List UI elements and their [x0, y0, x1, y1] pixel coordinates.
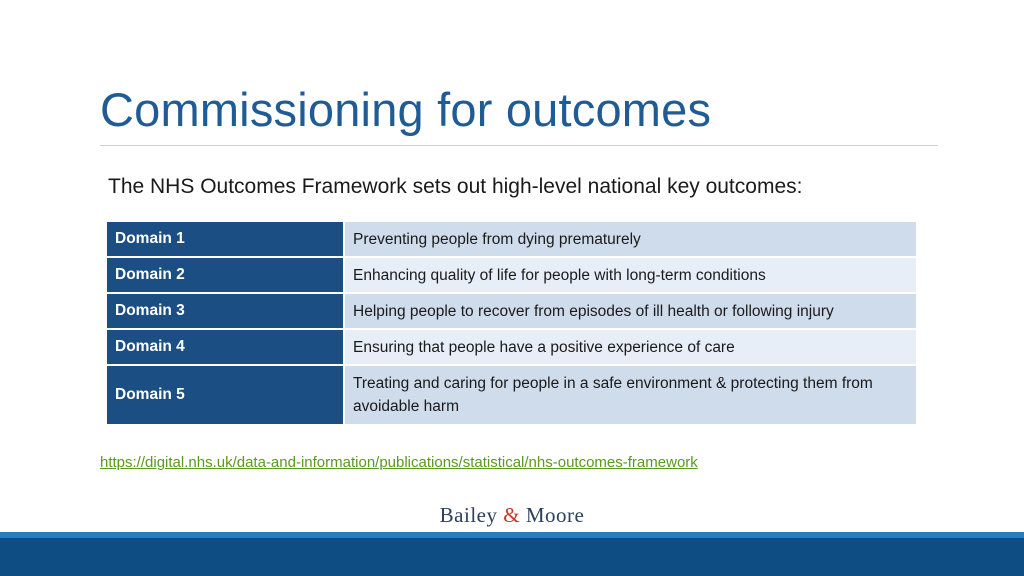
slide-title: Commissioning for outcomes [100, 83, 712, 136]
outcomes-table [107, 222, 916, 426]
domain-label: Domain 3 [107, 294, 345, 330]
domain-description: Helping people to recover from episodes of ill health or following injury [345, 294, 916, 330]
domain-label: Domain 2 [107, 258, 345, 294]
table-row [107, 294, 916, 330]
table-row [107, 258, 916, 294]
logo-text-moore: Moore [525, 503, 585, 527]
source-link[interactable]: https://digital.nhs.uk/data-and-information/publications/statistical/nhs-outcomes-framework [100, 454, 698, 471]
footer-band [0, 532, 1024, 576]
intro-text: The NHS Outcomes Framework sets out high-level national key outcomes: [108, 175, 803, 198]
table-row [107, 330, 916, 366]
domain-label: Domain 4 [107, 330, 345, 366]
domain-description: Enhancing quality of life for people with long-term conditions [345, 258, 916, 294]
title-divider [100, 145, 938, 146]
domain-label: Domain 5 [107, 366, 345, 426]
footer-band-base [0, 538, 1024, 576]
logo-ampersand: & [503, 503, 521, 527]
table-row [107, 222, 916, 258]
domain-description: Ensuring that people have a positive experience of care [345, 330, 916, 366]
domain-description: Preventing people from dying prematurely [345, 222, 916, 258]
domain-description: Treating and caring for people in a safe environment & protecting them from avoidable harm [345, 366, 916, 426]
company-logo [0, 503, 1024, 528]
domain-label: Domain 1 [107, 222, 345, 258]
logo-text-bailey: Bailey [439, 503, 498, 527]
table-row [107, 366, 916, 426]
